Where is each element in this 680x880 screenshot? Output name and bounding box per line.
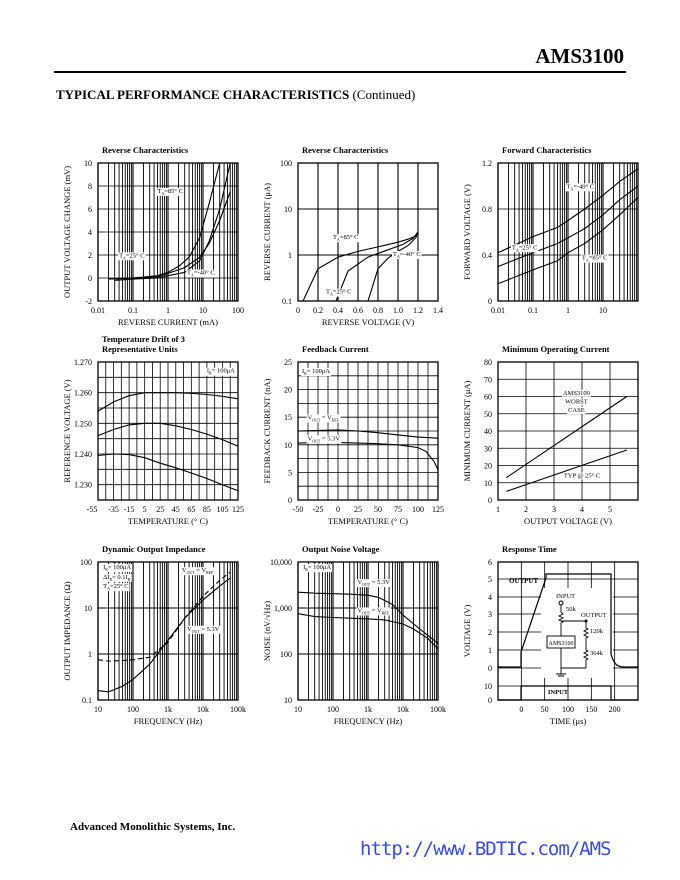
x-tick-label: 65 — [187, 505, 196, 514]
x-tick-label: 0.1 — [528, 306, 538, 315]
resistor-r1-label: 50k — [566, 606, 576, 613]
x-tick-label: 0.2 — [313, 306, 323, 315]
x-tick-label: 0.6 — [353, 306, 363, 315]
y-tick-label: 10 — [284, 696, 292, 705]
x-tick-label: 3 — [552, 505, 556, 514]
x-tick-label: 100 — [412, 505, 424, 514]
input-label: INPUT — [547, 689, 569, 696]
annotation: $V_{OUT} = V_{REF}$ — [307, 414, 339, 423]
annotation: $I_R= 100\mu A$ — [206, 367, 235, 376]
x-axis-label: TEMPERATURE (° C) — [328, 516, 408, 526]
circuit-input-label: INPUT — [556, 593, 576, 600]
series-line — [109, 192, 231, 279]
x-tick-label: 5 — [608, 505, 612, 514]
y-tick-label: 1.260 — [74, 388, 92, 398]
y-axis-label: NOISE (nV/√Hz) — [262, 600, 272, 662]
x-tick-label: 1.4 — [433, 306, 443, 315]
chart-title: Temperature Drift of 3 — [102, 334, 185, 344]
circuit-output-label: OUTPUT — [581, 612, 607, 619]
annotation: $V_{OUT} = V_{REF}$ — [181, 567, 214, 576]
device-label: AMS3100 — [548, 641, 574, 647]
annotation: CASE — [568, 407, 585, 415]
x-tick-label: 1 — [166, 306, 170, 315]
y-tick-label: 60 — [484, 392, 492, 402]
y-tick-label: 1.230 — [74, 480, 92, 490]
x-tick-label: 85 — [202, 505, 211, 514]
series-line — [506, 450, 626, 491]
output-label: OUTPUT — [509, 577, 539, 585]
y-axis-label: FORWARD VOLTAGE (V) — [462, 184, 472, 280]
annotation: $T_A=25^\circ$ C — [103, 583, 129, 592]
series-line — [98, 578, 230, 692]
annotation: AMS3100 — [562, 389, 590, 397]
chart-c9 — [462, 544, 638, 726]
x-axis-label: FREQUENCY (Hz) — [133, 716, 203, 726]
y-tick-label: 1 — [488, 646, 492, 655]
chart-title: Output Noise Voltage — [302, 544, 380, 554]
y-tick-label: 4 — [488, 593, 492, 602]
section-title-main: TYPICAL PERFORMANCE CHARACTERISTICS — [56, 87, 350, 102]
series-line — [368, 232, 418, 301]
x-axis-label: REVERSE VOLTAGE (V) — [321, 317, 415, 327]
x-axis-label: TEMPERATURE (° C) — [128, 516, 208, 526]
x-tick-label: 5 — [142, 505, 147, 514]
chart-c7 — [62, 544, 246, 726]
x-tick-label: -55 — [86, 505, 98, 514]
x-tick-label: 0 — [336, 505, 340, 514]
y-tick-label: 5 — [488, 575, 492, 584]
y-axis-label: VOLTAGE (V) — [462, 604, 472, 658]
chart-title: Forward Characteristics — [502, 145, 592, 155]
resistor-r2-label: 120k — [590, 628, 603, 635]
x-tick-label: 10k — [397, 705, 409, 714]
y-tick-label: 0.1 — [82, 696, 92, 705]
x-tick-label: 100 — [127, 705, 139, 714]
y-tick-label: 1 — [288, 251, 292, 260]
y-tick-label: 10,000 — [270, 558, 292, 567]
y-tick-label: 0 — [488, 664, 492, 673]
x-tick-label: 1.2 — [413, 306, 423, 315]
x-axis-label: OUTPUT VOLTAGE (V) — [524, 516, 612, 526]
x-tick-label: 45 — [171, 505, 180, 514]
y-tick-label: 0 — [288, 496, 292, 505]
x-tick-label: -35 — [108, 505, 119, 514]
x-tick-label: 1.0 — [393, 306, 403, 315]
y-tick-label: 1.270 — [74, 358, 92, 367]
y-tick-label: 25 — [284, 358, 292, 367]
annotation: $T_A=25^\circ$ C — [326, 288, 352, 297]
x-tick-label: 1 — [566, 306, 570, 315]
y-tick-label: 0.4 — [482, 251, 492, 260]
y-tick-label: 50 — [484, 409, 492, 419]
x-tick-label: 0 — [519, 705, 524, 714]
y-tick-label: 1 — [88, 650, 92, 659]
annotation: $T_A=25^\circ$ C — [119, 252, 145, 261]
x-tick-label: 50 — [374, 505, 382, 514]
chart-title: Feedback Current — [302, 344, 369, 354]
y-axis-label: REVERSE CURRENT (μA) — [262, 183, 272, 281]
x-tick-label: 105 — [216, 505, 229, 514]
page-header-title: AMS3100 — [535, 44, 624, 68]
chart-title: Reverse Characteristics — [302, 145, 389, 155]
y-tick-label: 1.2 — [482, 159, 492, 168]
y-tick-label: 0.8 — [482, 205, 492, 214]
chart-subtitle: Representative Units — [102, 344, 178, 354]
y-tick-label: 20 — [284, 385, 292, 395]
x-tick-label: 0 — [296, 306, 300, 315]
x-tick-label: 50 — [540, 705, 549, 714]
y-tick-label: 80 — [484, 358, 492, 367]
x-tick-label: 1k — [364, 705, 372, 714]
y-tick-label: 1.240 — [74, 450, 92, 459]
y-tick-label: 0.1 — [282, 297, 292, 306]
annotation: $T_A=85^\circ$ C — [581, 254, 608, 263]
y-axis-label: FEEDBACK CURRENT (nA) — [262, 378, 272, 484]
y-tick-label: 10 — [484, 478, 492, 488]
annotation: $T_A=-40^\circ$ C — [187, 269, 215, 278]
x-tick-label: 75 — [394, 505, 402, 514]
annotation: $\Delta I_R= 0.1I_R$ — [103, 573, 131, 582]
y-tick-label: 1.250 — [74, 419, 92, 429]
y-tick-label: 10 — [284, 440, 292, 450]
x-tick-label: 10 — [199, 306, 207, 315]
chart-c1 — [62, 145, 244, 327]
x-tick-label: -15 — [123, 505, 135, 514]
chart-title: Response Time — [502, 544, 557, 554]
y-tick-label: 20 — [484, 461, 492, 471]
y-tick-label: 100 — [280, 650, 292, 659]
x-axis-label: FREQUENCY (Hz) — [333, 716, 403, 726]
chart-title: Minimum Operating Current — [502, 344, 610, 354]
y-tick-label: 10 — [84, 159, 92, 168]
y-tick-label: 3 — [488, 610, 492, 619]
x-tick-label: 0.8 — [373, 306, 383, 315]
annotation: $I_R= 100\mu A$ — [302, 368, 331, 377]
x-tick-label: 100 — [232, 306, 244, 315]
x-tick-label: 25 — [156, 505, 165, 514]
x-tick-label: 100 — [562, 705, 574, 714]
x-tick-label: 125 — [432, 505, 444, 514]
y-tick-label: 10 — [84, 604, 92, 613]
x-tick-label: 100k — [430, 705, 446, 714]
x-axis-label: TIME (μs) — [549, 716, 587, 726]
y-axis-label: OUTPUT VOLTAGE CHANGE (mV) — [62, 165, 72, 299]
x-tick-label: 1k — [164, 705, 172, 714]
y-axis-label: REFERENCE VOLTAGE (V) — [62, 379, 72, 483]
y-tick-label: 100 — [80, 558, 92, 567]
chart-title: Dynamic Output Impedance — [102, 544, 206, 554]
y-tick-label: 1,000 — [274, 604, 292, 613]
y-tick-label: -2 — [85, 297, 92, 306]
y-tick-label: 8 — [88, 182, 92, 191]
annotation: $V_{OUT} = V_{REF}$ — [357, 607, 389, 616]
annotation: $T_A=-40^\circ$ C — [566, 183, 595, 192]
x-tick-label: 2 — [524, 505, 528, 514]
y-tick-label: 15 — [284, 413, 292, 423]
annotation: $V_{OUT} = 5.3V$ — [307, 435, 341, 444]
chart-c4 — [62, 334, 244, 526]
resistor-r3-label: 364k — [590, 650, 603, 657]
chart-title: Reverse Characteristics — [102, 145, 189, 155]
annotation: $I_R= 100\mu A$ — [303, 564, 332, 573]
annotation: WORST — [565, 398, 588, 406]
x-tick-label: 4 — [580, 505, 584, 514]
x-tick-label: 100k — [230, 705, 246, 714]
chart-c3 — [462, 145, 638, 315]
chart-c5 — [262, 344, 444, 526]
y-tick-label: 40 — [484, 427, 492, 436]
y-tick-label: 0 — [488, 696, 492, 705]
x-tick-label: 0.01 — [491, 306, 505, 315]
chart-c2 — [262, 145, 443, 327]
y-tick-label: 10 — [484, 682, 492, 691]
circuit-node — [559, 601, 563, 605]
y-tick-label: 0 — [488, 297, 492, 306]
plot-frame — [298, 163, 438, 301]
y-axis-label: MINIMUM CURRENT (μA) — [462, 380, 472, 482]
x-tick-label: -25 — [312, 505, 324, 514]
annotation: $T_A=85^\circ$ C — [157, 187, 183, 196]
y-tick-label: 100 — [280, 159, 292, 168]
x-tick-label: 200 — [608, 705, 621, 714]
x-tick-label: 0.1 — [128, 306, 138, 315]
annotation: $T_A=-40^\circ$ C — [393, 251, 421, 260]
x-tick-label: 1 — [496, 505, 500, 514]
x-tick-label: 25 — [354, 505, 362, 514]
x-tick-label: 10 — [294, 705, 302, 714]
section-title-suffix: (Continued) — [352, 87, 416, 102]
annotation: $V_{OUT} = 5.3V$ — [187, 625, 220, 634]
y-tick-label: 2 — [88, 251, 92, 260]
x-tick-label: 125 — [232, 505, 244, 514]
y-tick-label: 0 — [88, 274, 92, 283]
series-line — [303, 232, 418, 301]
series-line — [115, 163, 231, 280]
annotation: $V_{OUT} = 5.3V$ — [357, 579, 390, 588]
y-tick-label: 2 — [488, 628, 492, 637]
x-tick-label: 150 — [585, 705, 598, 714]
x-axis-label: REVERSE CURRENT (mA) — [118, 317, 218, 327]
x-tick-label: 0.4 — [333, 306, 343, 315]
y-tick-label: 0 — [488, 496, 492, 505]
chart-c6 — [462, 344, 638, 526]
footer-url[interactable]: http://www.BDTIC.com/AMS — [360, 838, 611, 860]
y-tick-label: 70 — [484, 375, 492, 385]
annotation: $I_R= 100\mu A$ — [103, 564, 132, 573]
y-tick-label: 10 — [284, 205, 292, 214]
y-tick-label: 6 — [488, 558, 492, 567]
y-tick-label: 5 — [288, 468, 292, 478]
x-tick-label: 10 — [599, 306, 607, 315]
y-tick-label: 6 — [88, 205, 92, 214]
x-tick-label: 10 — [94, 705, 102, 714]
x-tick-label: 100 — [327, 705, 339, 714]
footer-company: Advanced Monolithic Systems, Inc. — [70, 821, 236, 833]
y-tick-label: 30 — [484, 444, 492, 454]
x-tick-label: 0.01 — [91, 306, 105, 315]
x-tick-label: 10k — [197, 705, 209, 714]
y-axis-label: OUTPUT IMPEDANCE (Ω) — [62, 581, 72, 681]
x-tick-label: -50 — [292, 505, 304, 514]
annotation: $T_A=85^\circ$ C — [333, 234, 359, 243]
y-tick-label: 4 — [88, 228, 92, 237]
chart-c8 — [262, 544, 446, 726]
annotation: TYP @ 25° C — [563, 472, 601, 480]
annotation: $T_A=25^\circ$ C — [511, 244, 538, 253]
circuit-node — [585, 620, 588, 623]
